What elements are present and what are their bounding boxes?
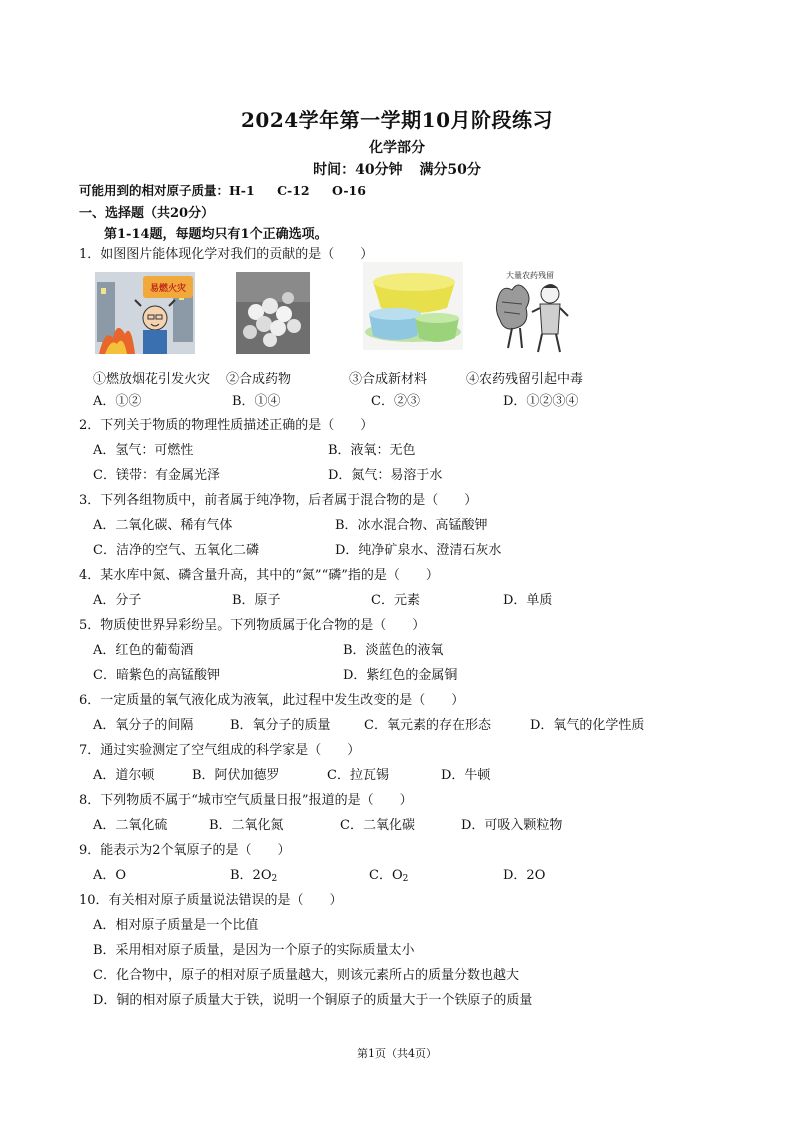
question-3-stem: 3．下列各组物质中，前者属于纯净物，后者属于混合物的是（ ） bbox=[79, 493, 478, 508]
q2-option-c: C．镁带：有金属光泽 bbox=[93, 468, 220, 483]
q9-option-d: D．2O bbox=[503, 868, 546, 883]
section-title: 一、选择题（共20分） bbox=[79, 206, 215, 221]
q8-option-c: C．二氧化碳 bbox=[340, 818, 415, 833]
q5-option-d: D．紫红色的金属铜 bbox=[343, 668, 458, 683]
question-8-stem: 8．下列物质不属于“城市空气质量日报”报道的是（ ） bbox=[79, 793, 413, 808]
question-2-stem: 2．下列关于物质的物理性质描述正确的是（ ） bbox=[79, 418, 374, 433]
q10-option-c: C．化合物中，原子的相对原子质量越大，则该元素所占的质量分数也越大 bbox=[93, 968, 519, 983]
q4-option-a: A．分子 bbox=[93, 593, 142, 608]
q9-option-b-subscript: 2 bbox=[271, 874, 278, 884]
question-1-stem: 1．如图图片能体现化学对我们的贡献的是（ ） bbox=[79, 247, 374, 262]
q3-option-b: B．冰水混合物、高锰酸钾 bbox=[335, 518, 488, 533]
plastic-bowls-image bbox=[363, 262, 463, 350]
question-6-stem: 6．一定质量的氧气液化成为液氧，此过程中发生改变的是（ ） bbox=[79, 693, 465, 708]
q8-option-d: D．可吸入颗粒物 bbox=[461, 818, 563, 833]
q9-option-c bbox=[369, 864, 408, 884]
q4-option-c: C．元素 bbox=[371, 593, 420, 608]
q1-option-a: A．①② bbox=[93, 394, 142, 409]
q8-option-b: B．二氧化氮 bbox=[209, 818, 284, 833]
atomic-mass-h: 可能用到的相对原子质量：H-1 bbox=[79, 183, 255, 198]
page-footer: 第1页（共4页） bbox=[357, 1047, 437, 1060]
q8-option-a: A．二氧化硫 bbox=[93, 818, 168, 833]
fireworks-fire-image bbox=[95, 272, 195, 354]
q9-option-c-text: C．O bbox=[369, 868, 403, 883]
q4-option-b: B．原子 bbox=[232, 593, 281, 608]
question-7-stem: 7．通过实验测定了空气组成的科学家是（ ） bbox=[79, 743, 361, 758]
q9-option-b bbox=[230, 864, 277, 884]
exam-score: 满分50分 bbox=[419, 162, 481, 178]
question-4-stem: 4．某水库中氮、磷含量升高，其中的“氮”“磷”指的是（ ） bbox=[79, 568, 439, 583]
subject-title: 化学部分 bbox=[369, 140, 425, 156]
atomic-mass-c: C-12 bbox=[277, 183, 310, 198]
q2-option-b: B．液氧：无色 bbox=[328, 443, 416, 458]
q9-option-a: A．O bbox=[93, 868, 127, 883]
q6-option-a: A．氧分子的间隔 bbox=[93, 718, 194, 733]
exam-time: 时间：40分钟 bbox=[313, 162, 403, 178]
image-caption-3: ③合成新材料 bbox=[349, 372, 428, 387]
q10-option-a: A．相对原子质量是一个比值 bbox=[93, 918, 259, 933]
q5-option-c: C．暗紫色的高锰酸钾 bbox=[93, 668, 220, 683]
q10-option-d: D．铜的相对原子质量大于铁，说明一个铜原子的质量大于一个铁原子的质量 bbox=[93, 993, 533, 1008]
atomic-mass-line bbox=[79, 181, 384, 199]
exam-title: 2024学年第一学期10月阶段练习 bbox=[241, 108, 553, 132]
q6-option-c: C．氧元素的存在形态 bbox=[364, 718, 491, 733]
pills-image bbox=[236, 272, 336, 354]
q2-option-d: D．氮气：易溶于水 bbox=[328, 468, 443, 483]
q3-option-a: A．二氧化碳、稀有气体 bbox=[93, 518, 233, 533]
q3-option-c: C．洁净的空气、五氧化二磷 bbox=[93, 543, 259, 558]
pesticide-poisoning-image bbox=[492, 268, 570, 354]
q10-option-b: B．采用相对原子质量，是因为一个原子的实际质量太小 bbox=[93, 943, 415, 958]
question-10-stem: 10．有关相对原子质量说法错误的是（ ） bbox=[79, 893, 343, 908]
time-score-line bbox=[0, 159, 794, 179]
q3-option-d: D．纯净矿泉水、澄清石灰水 bbox=[335, 543, 502, 558]
q7-option-d: D．牛顿 bbox=[441, 768, 491, 783]
question-5-stem: 5．物质使世界异彩纷呈。下列物质属于化合物的是（ ） bbox=[79, 618, 426, 633]
q5-option-a: A．红色的葡萄酒 bbox=[93, 643, 194, 658]
q7-option-b: B．阿伏加德罗 bbox=[192, 768, 280, 783]
q7-option-c: C．拉瓦锡 bbox=[327, 768, 389, 783]
q6-option-d: D．氧气的化学性质 bbox=[530, 718, 645, 733]
image-caption-2: ②合成药物 bbox=[226, 372, 292, 387]
q2-option-a: A．氢气：可燃性 bbox=[93, 443, 194, 458]
q9-option-c-subscript: 2 bbox=[402, 874, 409, 884]
image-caption-1: ①燃放烟花引发火灾 bbox=[93, 372, 211, 387]
q7-option-a: A．道尔顿 bbox=[93, 768, 155, 783]
q4-option-d: D．单质 bbox=[503, 593, 553, 608]
section-instruction: 第1-14题，每题均只有1个正确选项。 bbox=[104, 227, 328, 242]
q1-option-c: C．②③ bbox=[371, 394, 420, 409]
q1-option-d: D．①②③④ bbox=[503, 394, 579, 409]
atomic-mass-o: O-16 bbox=[331, 183, 366, 198]
q5-option-b: B．淡蓝色的液氧 bbox=[343, 643, 444, 658]
q9-option-b-text: B．2O bbox=[230, 868, 272, 883]
q6-option-b: B．氧分子的质量 bbox=[230, 718, 331, 733]
fire-sign-text: 易燃火灾 bbox=[149, 284, 187, 294]
q1-option-b: B．①④ bbox=[232, 394, 281, 409]
question-9-stem: 9．能表示为2个氧原子的是（ ） bbox=[79, 843, 291, 858]
pesticide-caption-text: 大量农药残留 bbox=[506, 271, 554, 280]
image-caption-4: ④农药残留引起中毒 bbox=[466, 372, 584, 387]
